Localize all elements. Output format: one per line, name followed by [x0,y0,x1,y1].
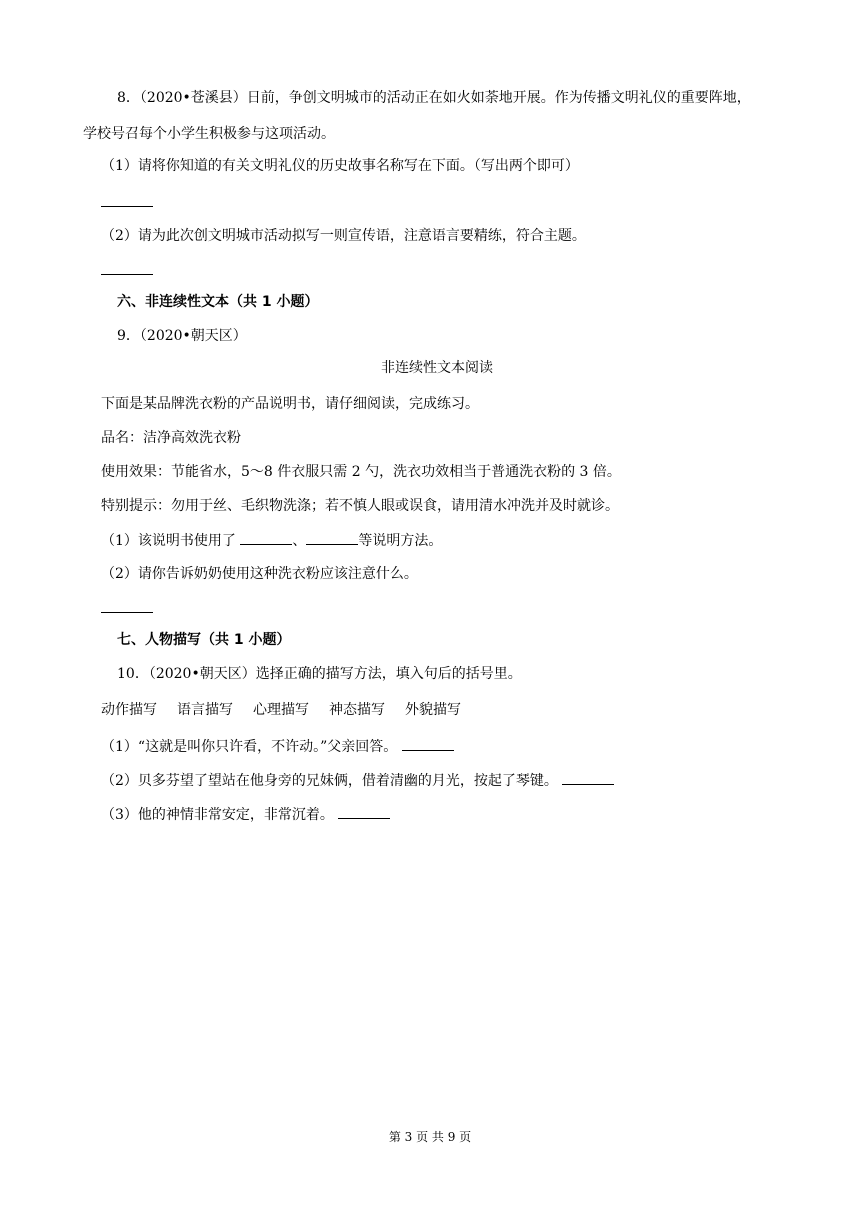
q10-s2-blank[interactable] [562,770,614,785]
q10-s2-text: （2）贝多芬望了望站在他身旁的兄妹俩，借着清幽的月光，按起了琴键。 [101,773,563,789]
q9-sub1-blank-1[interactable] [240,530,292,545]
section7-heading: 七、人物描写（共 1 小题） [117,632,291,648]
q9-warning: 特别提示：勿用于丝、毛织物洗涤；若不慎人眼或误食，请用清水冲洗并及时就诊。 [101,498,619,514]
q9-intro: 下面是某品牌洗衣粉的产品说明书，请仔细阅读，完成练习。 [101,396,479,412]
q10-s1-text: （1）“这就是叫你只许看，不许动。”父亲回答。 [101,739,402,755]
q9-number: 9．（2020•朝天区） [117,328,247,344]
q10-option-3: 心理描写 [253,702,309,718]
page-footer: 第 3 页 共 9 页 [388,1130,472,1144]
q9-sub1-blank-2[interactable] [306,530,358,545]
q9-sub1-suffix: 等说明方法。 [358,533,443,549]
q10-option-2: 语言描写 [177,702,233,718]
q8-line2: 学校号召每个小学生积极参与这项活动。 [83,126,335,142]
q10-line1: 10．（2020•朝天区）选择正确的描写方法，填入句后的括号里。 [117,666,522,682]
q10-s3-text: （3）他的神情非常安定，非常沉着。 [101,807,339,823]
q8-sub2: （2）请为此次创文明城市活动拟写一则宣传语，注意语言要精练，符合主题。 [101,228,586,244]
q8-sub2-answer-line[interactable] [101,274,153,275]
q8-sub1-answer-line[interactable] [101,206,153,207]
q10-options [101,700,461,720]
q10-option-4: 神态描写 [329,702,385,718]
q10-option-1: 动作描写 [101,702,157,718]
q9-product: 品名：洁净高效洗衣粉 [101,430,241,446]
q9-effect: 使用效果：节能省水，5～8 件衣服只需 2 勺，洗衣功效相当于普通洗衣粉的 3 倍。 [101,464,621,480]
q8-line1: 8．（2020•苍溪县）日前，争创文明城市的活动正在如火如荼地开展。作为传播文明礼仪的重要阵地， [117,90,751,106]
q10-s3-blank[interactable] [338,804,390,819]
q10-s1 [101,736,454,757]
q9-sub1 [101,530,442,551]
q10-s1-blank[interactable] [402,736,454,751]
q9-sub1-prefix: （1）该说明书使用了 [101,533,241,549]
q8-sub1: （1）请将你知道的有关文明礼仪的历史故事名称写在下面。（写出两个即可） [101,158,579,174]
q10-s2 [101,770,614,791]
q10-option-5: 外貌描写 [405,702,461,718]
q10-s3 [101,804,390,825]
q9-sub1-separator: 、 [292,533,307,549]
q9-sub2: （2）请你告诉奶奶使用这种洗衣粉应该注意什么。 [101,566,418,582]
q9-title: 非连续性文本阅读 [381,360,493,376]
q9-sub2-answer-line[interactable] [101,612,153,613]
section6-heading: 六、非连续性文本（共 1 小题） [117,294,319,310]
